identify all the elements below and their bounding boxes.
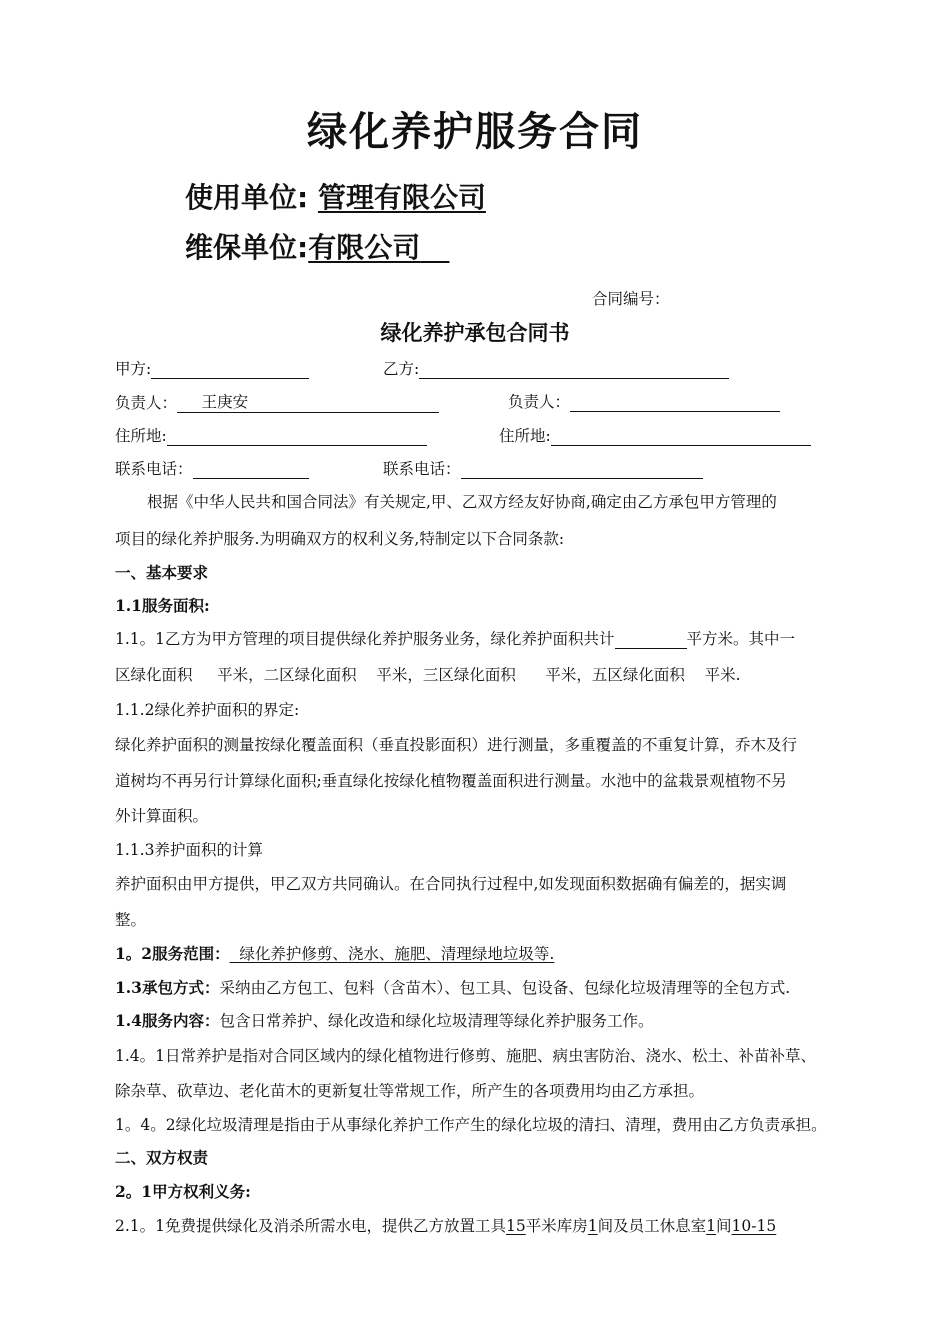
clause-1-1-1-text-a: 1.1。1乙方为甲方管理的项目提供绿化养护服务业务，绿化养护面积共计 <box>115 630 615 648</box>
clause-1-1-2-line-1: 绿化养护面积的测量按绿化覆盖面积（垂直投影面积）进行测量，多重覆盖的不重复计算，乔木及行 <box>115 736 798 754</box>
clause-1-4-1-line-2: 除杂草、砍草边、老化苗木的更新复壮等常规工作，所产生的各项费用均由乙方承担。 <box>115 1082 705 1100</box>
party-a-label: 甲方: <box>115 360 152 378</box>
user-unit-label: 使用单位: <box>185 181 309 214</box>
party-a-blank <box>151 361 309 379</box>
clause-1-4-label: 1.4服务内容： <box>115 1011 220 1030</box>
clause-1-4-value: 包含日常养护、绿化改造和绿化垃圾清理等绿化养护服务工作。 <box>219 1012 654 1030</box>
party-b-blank <box>419 361 729 379</box>
storage-room-count: 1 <box>587 1217 598 1235</box>
clause-1-1-3-line-2: 整。 <box>115 911 147 929</box>
party-b-principal-field <box>508 390 780 412</box>
party-b-label: 乙方: <box>383 360 420 378</box>
party-a-principal-blank <box>177 390 439 413</box>
section-1-heading: 一、基本要求 <box>115 563 209 582</box>
party-a-principal-field <box>115 390 439 413</box>
party-b-principal-blank <box>570 394 780 412</box>
rest-room-area-range: 10-15 <box>731 1217 777 1235</box>
party-a-principal-label: 负责人： <box>115 394 178 412</box>
clause-2-1-1-text-c: 间及员工休息室 <box>597 1217 707 1235</box>
party-b-phone-blank <box>461 461 703 479</box>
maint-unit-label: 维保单位: <box>185 231 309 264</box>
clause-2-1-1-text-b: 平米库房 <box>525 1217 588 1235</box>
party-a-phone-label: 联系电话： <box>115 460 193 478</box>
maint-unit-value: 有限公司 <box>308 231 421 264</box>
party-b-principal-label: 负责人： <box>508 393 571 411</box>
clause-1-4-1-line-1: 1.4。1日常养护是指对合同区域内的绿化植物进行修剪、施肥、病虫害防治、浇水、松土、补苗补草、 <box>115 1047 817 1065</box>
party-b-address-label: 住所地: <box>499 427 551 445</box>
party-a-phone-blank <box>193 461 309 479</box>
section-2-heading: 二、双方权责 <box>115 1148 209 1167</box>
party-a-address-blank <box>167 428 427 446</box>
clause-1-4-2-line-1: 1。4。2绿化垃圾清理是指由于从事绿化养护工作产生的绿化垃圾的清扫、清理，费用由乙方负责承担。 <box>115 1116 827 1134</box>
user-unit-line <box>185 176 486 216</box>
clause-1-3 <box>115 976 790 998</box>
clause-1-1-2-line-3: 外计算面积。 <box>115 807 209 825</box>
clause-1-2-label: 1。2服务范围： <box>115 944 230 963</box>
party-b-phone-label: 联系电话： <box>383 460 461 478</box>
party-a-field <box>115 357 309 379</box>
contract-number-label: 合同编号： <box>592 290 670 308</box>
clause-1-1-1-line-2: 区绿化面积 平米，二区绿化面积 平米，三区绿化面积 平米，五区绿化面积 平米. <box>115 666 741 684</box>
section-1-1-heading: 1.1服务面积: <box>115 596 210 615</box>
contract-subtitle: 绿化养护承包合同书 <box>380 320 570 345</box>
clause-1-1-3-line-1: 养护面积由甲方提供，甲乙双方共同确认。在合同执行过程中,如发现面积数据确有偏差的，据实调 <box>115 875 787 893</box>
clause-1-3-value: 采纳由乙方包工、包料（含苗木）、包工具、包设备、包绿化垃圾清理等的全包方式. <box>219 979 791 997</box>
clause-2-1-1-text-d: 间 <box>716 1217 732 1235</box>
intro-line-2: 项目的绿化养护服务.为明确双方的权利义务,特制定以下合同条款: <box>115 530 565 548</box>
party-b-phone-field <box>383 457 703 479</box>
party-a-address-field <box>115 424 427 446</box>
party-a-address-label: 住所地: <box>115 427 167 445</box>
clause-1-4 <box>115 1009 653 1031</box>
clause-1-2-value: 绿化养护修剪、浇水、施肥、清理绿地垃圾等. <box>229 945 555 963</box>
user-unit-value: 管理有限公司 <box>317 181 486 214</box>
document-title: 绿化养护服务合同 <box>307 109 643 155</box>
section-2-1-heading: 2。1甲方权利义务: <box>115 1182 251 1201</box>
storage-area-value: 15 <box>506 1217 526 1235</box>
party-a-principal-value: 王庚安 <box>201 393 249 411</box>
party-b-address-blank <box>551 428 811 446</box>
clause-1-1-1-line-1 <box>115 627 795 649</box>
party-a-phone-field <box>115 457 309 479</box>
total-area-blank <box>615 631 687 649</box>
clause-1-1-2-heading: 1.1.2绿化养护面积的界定: <box>115 701 300 719</box>
clause-1-3-label: 1.3承包方式： <box>115 978 220 997</box>
clause-1-1-3-heading: 1.1.3养护面积的计算 <box>115 841 263 859</box>
clause-1-1-2-line-2: 道树均不再另行计算绿化面积;垂直绿化按绿化植物覆盖面积进行测量。水池中的盆栽景观植物不另 <box>115 772 787 790</box>
party-b-address-field <box>499 424 811 446</box>
intro-line-1: 根据《中华人民共和国合同法》有关规定,甲、乙双方经友好协商,确定由乙方承包甲方管理的 <box>147 493 777 511</box>
party-b-field <box>383 357 729 379</box>
clause-2-1-1-text-a: 2.1。1免费提供绿化及消杀所需水电，提供乙方放置工具 <box>115 1217 507 1235</box>
clause-2-1-1-line-1 <box>115 1214 776 1236</box>
maint-unit-line <box>185 226 449 266</box>
clause-1-1-1-text-b: 平方米。其中一 <box>686 630 796 648</box>
rest-room-count: 1 <box>706 1217 717 1235</box>
clause-1-2 <box>115 942 554 964</box>
